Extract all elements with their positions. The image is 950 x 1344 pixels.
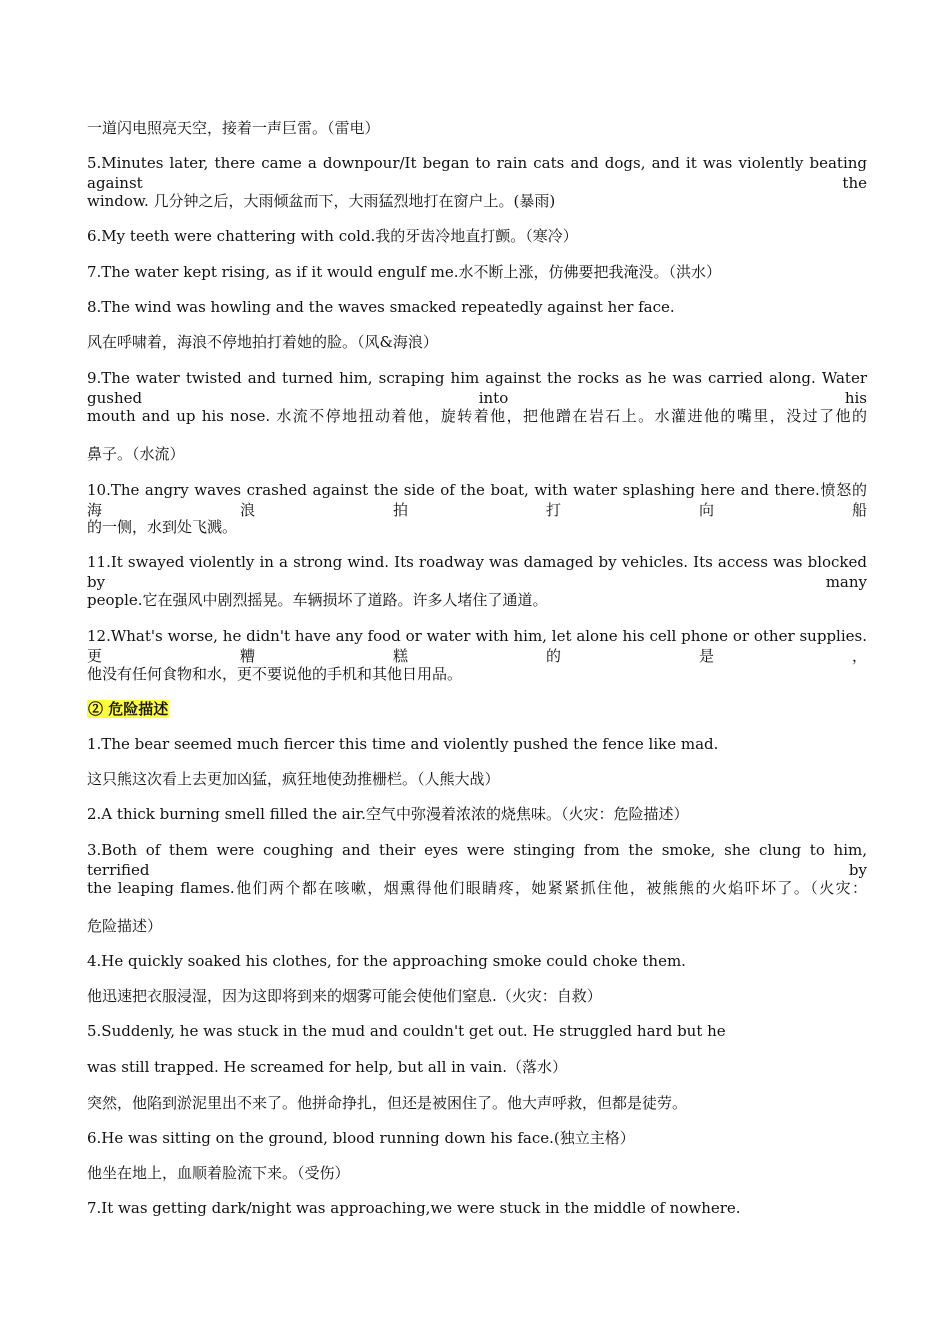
- text-line: 他迅速把衣服浸湿，因为这即将到来的烟雾可能会使他们窒息.（火灾：自救）: [87, 987, 602, 1005]
- text-line: 突然，他陷到淤泥里出不来了。他拼命挣扎，但还是被困住了。他大声呼救，但都是徒劳。: [87, 1094, 688, 1112]
- text-line: 这只熊这次看上去更加凶猛，疯狂地使劲推栅栏。（人熊大战）: [87, 770, 500, 788]
- text-line: 12.What's worse, he didn't have any food or water with him, let alone his cell phone or other supplies.更糟糕的是，: [87, 627, 867, 665]
- text-line: 11.It swayed violently in a strong wind. Its roadway was damaged by vehicles. Its access was blocked by many: [87, 553, 867, 591]
- text-line: 7.The water kept rising, as if it would engulf me.水不断上涨，仿佛要把我淹没。（洪水）: [87, 263, 721, 281]
- text-line: 9.The water twisted and turned him, scraping him against the rocks as he was carried along. Water gushed into his: [87, 369, 867, 407]
- text-line: 5.Suddenly, he was stuck in the mud and couldn't get out. He struggled hard but he: [87, 1022, 726, 1040]
- text-line: window. 几分钟之后，大雨倾盆而下，大雨猛烈地打在窗户上。(暴雨): [87, 192, 556, 210]
- text-line: 2.A thick burning smell filled the air.空气中弥漫着浓浓的烧焦味。（火灾：危险描述）: [87, 805, 689, 823]
- text-line: 的一侧，水到处飞溅。: [87, 518, 238, 536]
- text-line: mouth and up his nose. 水流不停地扭动着他，旋转着他，把他蹭在岩石上。水灌进他的嘴里，没过了他的: [87, 407, 867, 425]
- text-line: 10.The angry waves crashed against the side of the boat, with water splashing here and there.愤怒的海浪拍打向船: [87, 481, 867, 519]
- text-line: 8.The wind was howling and the waves smacked repeatedly against her face.: [87, 298, 675, 316]
- section-heading: [87, 699, 169, 719]
- text-line: 6.He was sitting on the ground, blood running down his face.(独立主格）: [87, 1129, 635, 1147]
- text-line: people.它在强风中剧烈摇晃。车辆损坏了道路。许多人堵住了通道。: [87, 591, 548, 609]
- text-line: 4.He quickly soaked his clothes, for the approaching smoke could choke them.: [87, 952, 686, 970]
- text-line: 5.Minutes later, there came a downpour/It began to rain cats and dogs, and it was violently beating against the: [87, 154, 867, 192]
- text-line: 危险描述）: [87, 917, 163, 935]
- text-line: 1.The bear seemed much fiercer this time and violently pushed the fence like mad.: [87, 735, 719, 753]
- text-line: 风在呼啸着，海浪不停地拍打着她的脸。（风&海浪）: [87, 333, 438, 351]
- text-line: 6.My teeth were chattering with cold.我的牙齿冷地直打颤。（寒冷）: [87, 227, 578, 245]
- text-line: 3.Both of them were coughing and their eyes were stinging from the smoke, she clung to him, terrified by: [87, 841, 867, 879]
- text-line: 鼻子。（水流）: [87, 445, 185, 463]
- text-line: the leaping flames.他们两个都在咳嗽，烟熏得他们眼睛疼，她紧紧抓住他，被熊熊的火焰吓坏了。（火灾：: [87, 879, 867, 897]
- text-line: 他坐在地上，血顺着脸流下来。（受伤）: [87, 1164, 350, 1182]
- text-line: 一道闪电照亮天空，接着一声巨雷。（雷电）: [87, 119, 380, 137]
- text-line: 他没有任何食物和水，更不要说他的手机和其他日用品。: [87, 665, 463, 683]
- section-heading-highlight: ② 危险描述: [88, 700, 169, 718]
- text-line: was still trapped. He screamed for help, but all in vain.（落水）: [87, 1058, 568, 1076]
- text-line: 7.It was getting dark/night was approaching,we were stuck in the middle of nowhere.: [87, 1199, 741, 1217]
